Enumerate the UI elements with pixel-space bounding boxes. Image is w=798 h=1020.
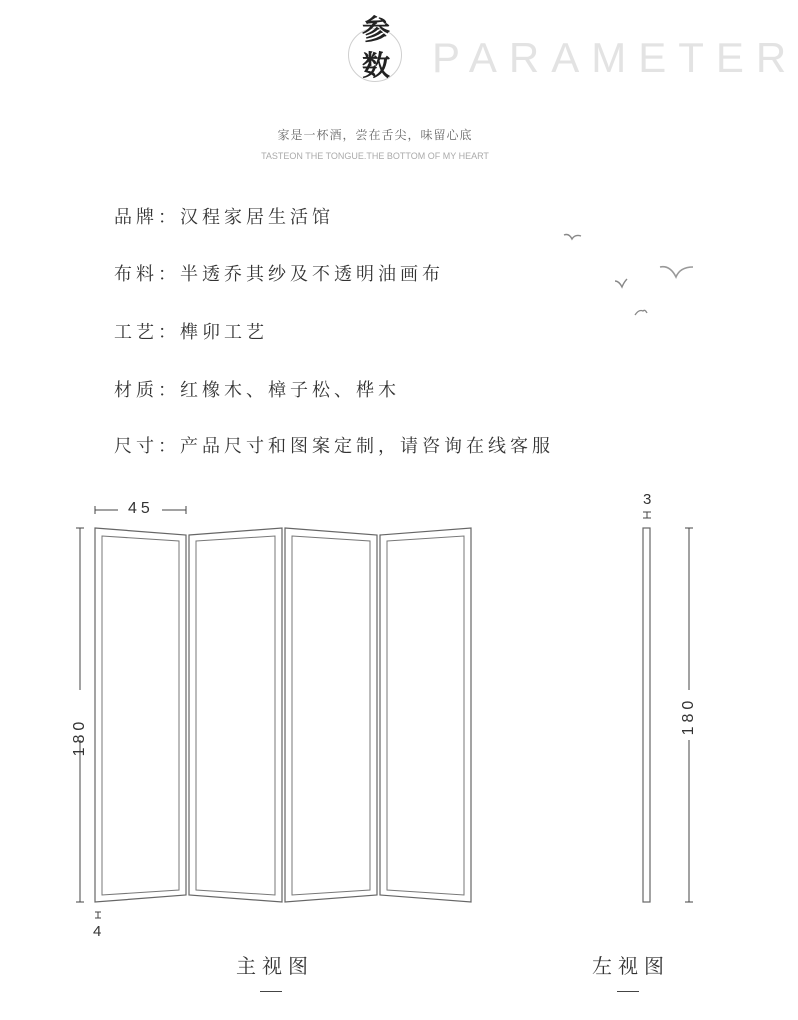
motto-en: TASTEON THE TONGUE.THE BOTTOM OF MY HEART (261, 151, 489, 161)
side-thickness-label: 3 (643, 491, 652, 508)
motto-cn: 家是一杯酒，尝在舌尖，味留心底 (277, 128, 473, 142)
side-height-label: 180 (680, 696, 697, 736)
spec-material: 材质：红橡木、樟子松、桦木 (114, 380, 400, 401)
spec-craft: 工艺：榫卯工艺 (114, 322, 268, 343)
screen-panel-2 (189, 528, 282, 902)
side-view-drawing (600, 490, 720, 910)
screen-panel-3 (285, 528, 377, 902)
front-gap-label: 4 (93, 923, 102, 940)
screen-panel-1 (95, 528, 186, 902)
title-char-1: 参 (361, 13, 390, 46)
birds-icon (555, 225, 705, 325)
title-char-2: 数 (361, 49, 390, 82)
front-height-label: 180 (71, 717, 88, 757)
side-caption-underline (617, 991, 639, 992)
spec-fabric: 布料：半透乔其纱及不透明油画布 (114, 264, 444, 285)
screen-panel-4 (380, 528, 471, 902)
spec-brand: 品牌：汉程家居生活馆 (114, 207, 334, 228)
side-panel (643, 528, 650, 902)
side-view-caption: 左视图 (592, 954, 670, 978)
front-view-caption: 主视图 (236, 954, 314, 978)
page-title-cn (356, 12, 396, 84)
front-caption-underline (260, 991, 282, 992)
front-width-label: 45 (128, 500, 154, 517)
spec-size: 尺寸：产品尺寸和图案定制，请咨询在线客服 (114, 436, 554, 457)
page-title-en: PARAMETER (432, 34, 798, 81)
